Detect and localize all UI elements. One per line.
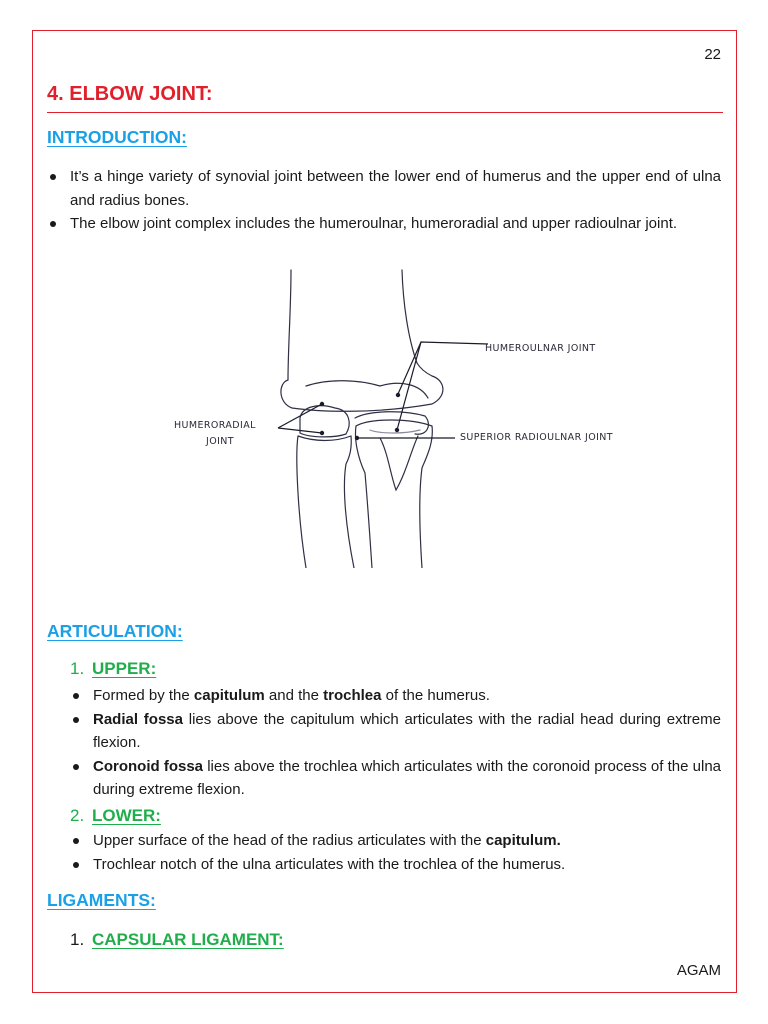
list-number: 1. (70, 659, 85, 678)
articulation-lower-heading: 2. LOWER: (70, 806, 161, 825)
list-item: The elbow joint complex includes the humeroulnar, humeroradial and upper radioulnar joint. (70, 212, 721, 236)
label-humeroradial-joint-line2: JOINT (206, 436, 234, 447)
articulation-heading: ARTICULATION: (47, 621, 183, 641)
list-item: Radial fossa lies above the capitulum which articulates with the radial head during extreme flexion. (93, 708, 721, 755)
list-item: It’s a hinge variety of synovial joint between the lower end of humerus and the upper end of ulna and radius bones. (70, 165, 721, 212)
title-divider (47, 112, 723, 113)
label-humeroulnar-joint: HUMEROULNAR JOINT (485, 343, 596, 354)
list-item: Trochlear notch of the ulna articulates with the trochlea of the humerus. (93, 853, 721, 877)
footer-author: AGAM (676, 962, 721, 979)
introduction-heading: INTRODUCTION: (47, 127, 187, 147)
radius-right (344, 436, 354, 568)
humerus-shaft-left (288, 270, 291, 380)
pointer-dot (355, 436, 359, 440)
capsular-ligament-heading: 1. CAPSULAR LIGAMENT: (70, 930, 284, 949)
introduction-list (70, 165, 721, 236)
pointer-dot (395, 428, 399, 432)
pointer-dot (320, 402, 324, 406)
list-item: Coronoid fossa lies above the trochlea which articulates with the coronoid process of the ulna during extreme flexion. (93, 755, 721, 802)
list-item: Formed by the capitulum and the trochlea of the humerus. (93, 684, 721, 708)
page-number: 22 (704, 46, 721, 63)
pointer-dot (396, 393, 400, 397)
pointer-dot (320, 431, 324, 435)
humerus-lower-end (281, 363, 443, 411)
ulna-right (356, 420, 432, 568)
upper-articulation-list (93, 684, 721, 802)
label-humeroradial-joint-line1: HUMERORADIAL (174, 420, 256, 431)
radius-left (297, 436, 306, 568)
list-number: 1. (70, 930, 85, 949)
elbow-joint-drawing (170, 268, 645, 568)
humerus-shaft-right (402, 270, 417, 363)
page-title: 4. ELBOW JOINT: (47, 83, 213, 105)
ulna-left (355, 426, 372, 568)
elbow-joint-diagram (170, 268, 645, 568)
ligaments-heading: LIGAMENTS: (47, 890, 156, 910)
articulation-upper-heading: 1. UPPER: (70, 659, 157, 678)
list-number: 2. (70, 806, 85, 825)
humeroulnar-pointer-2 (397, 342, 421, 430)
coronoid-process (380, 436, 418, 490)
lower-articulation-list (93, 829, 721, 876)
label-superior-radioulnar-joint: SUPERIOR RADIOULNAR JOINT (460, 432, 613, 443)
list-item: Upper surface of the head of the radius articulates with the capitulum. (93, 829, 721, 853)
